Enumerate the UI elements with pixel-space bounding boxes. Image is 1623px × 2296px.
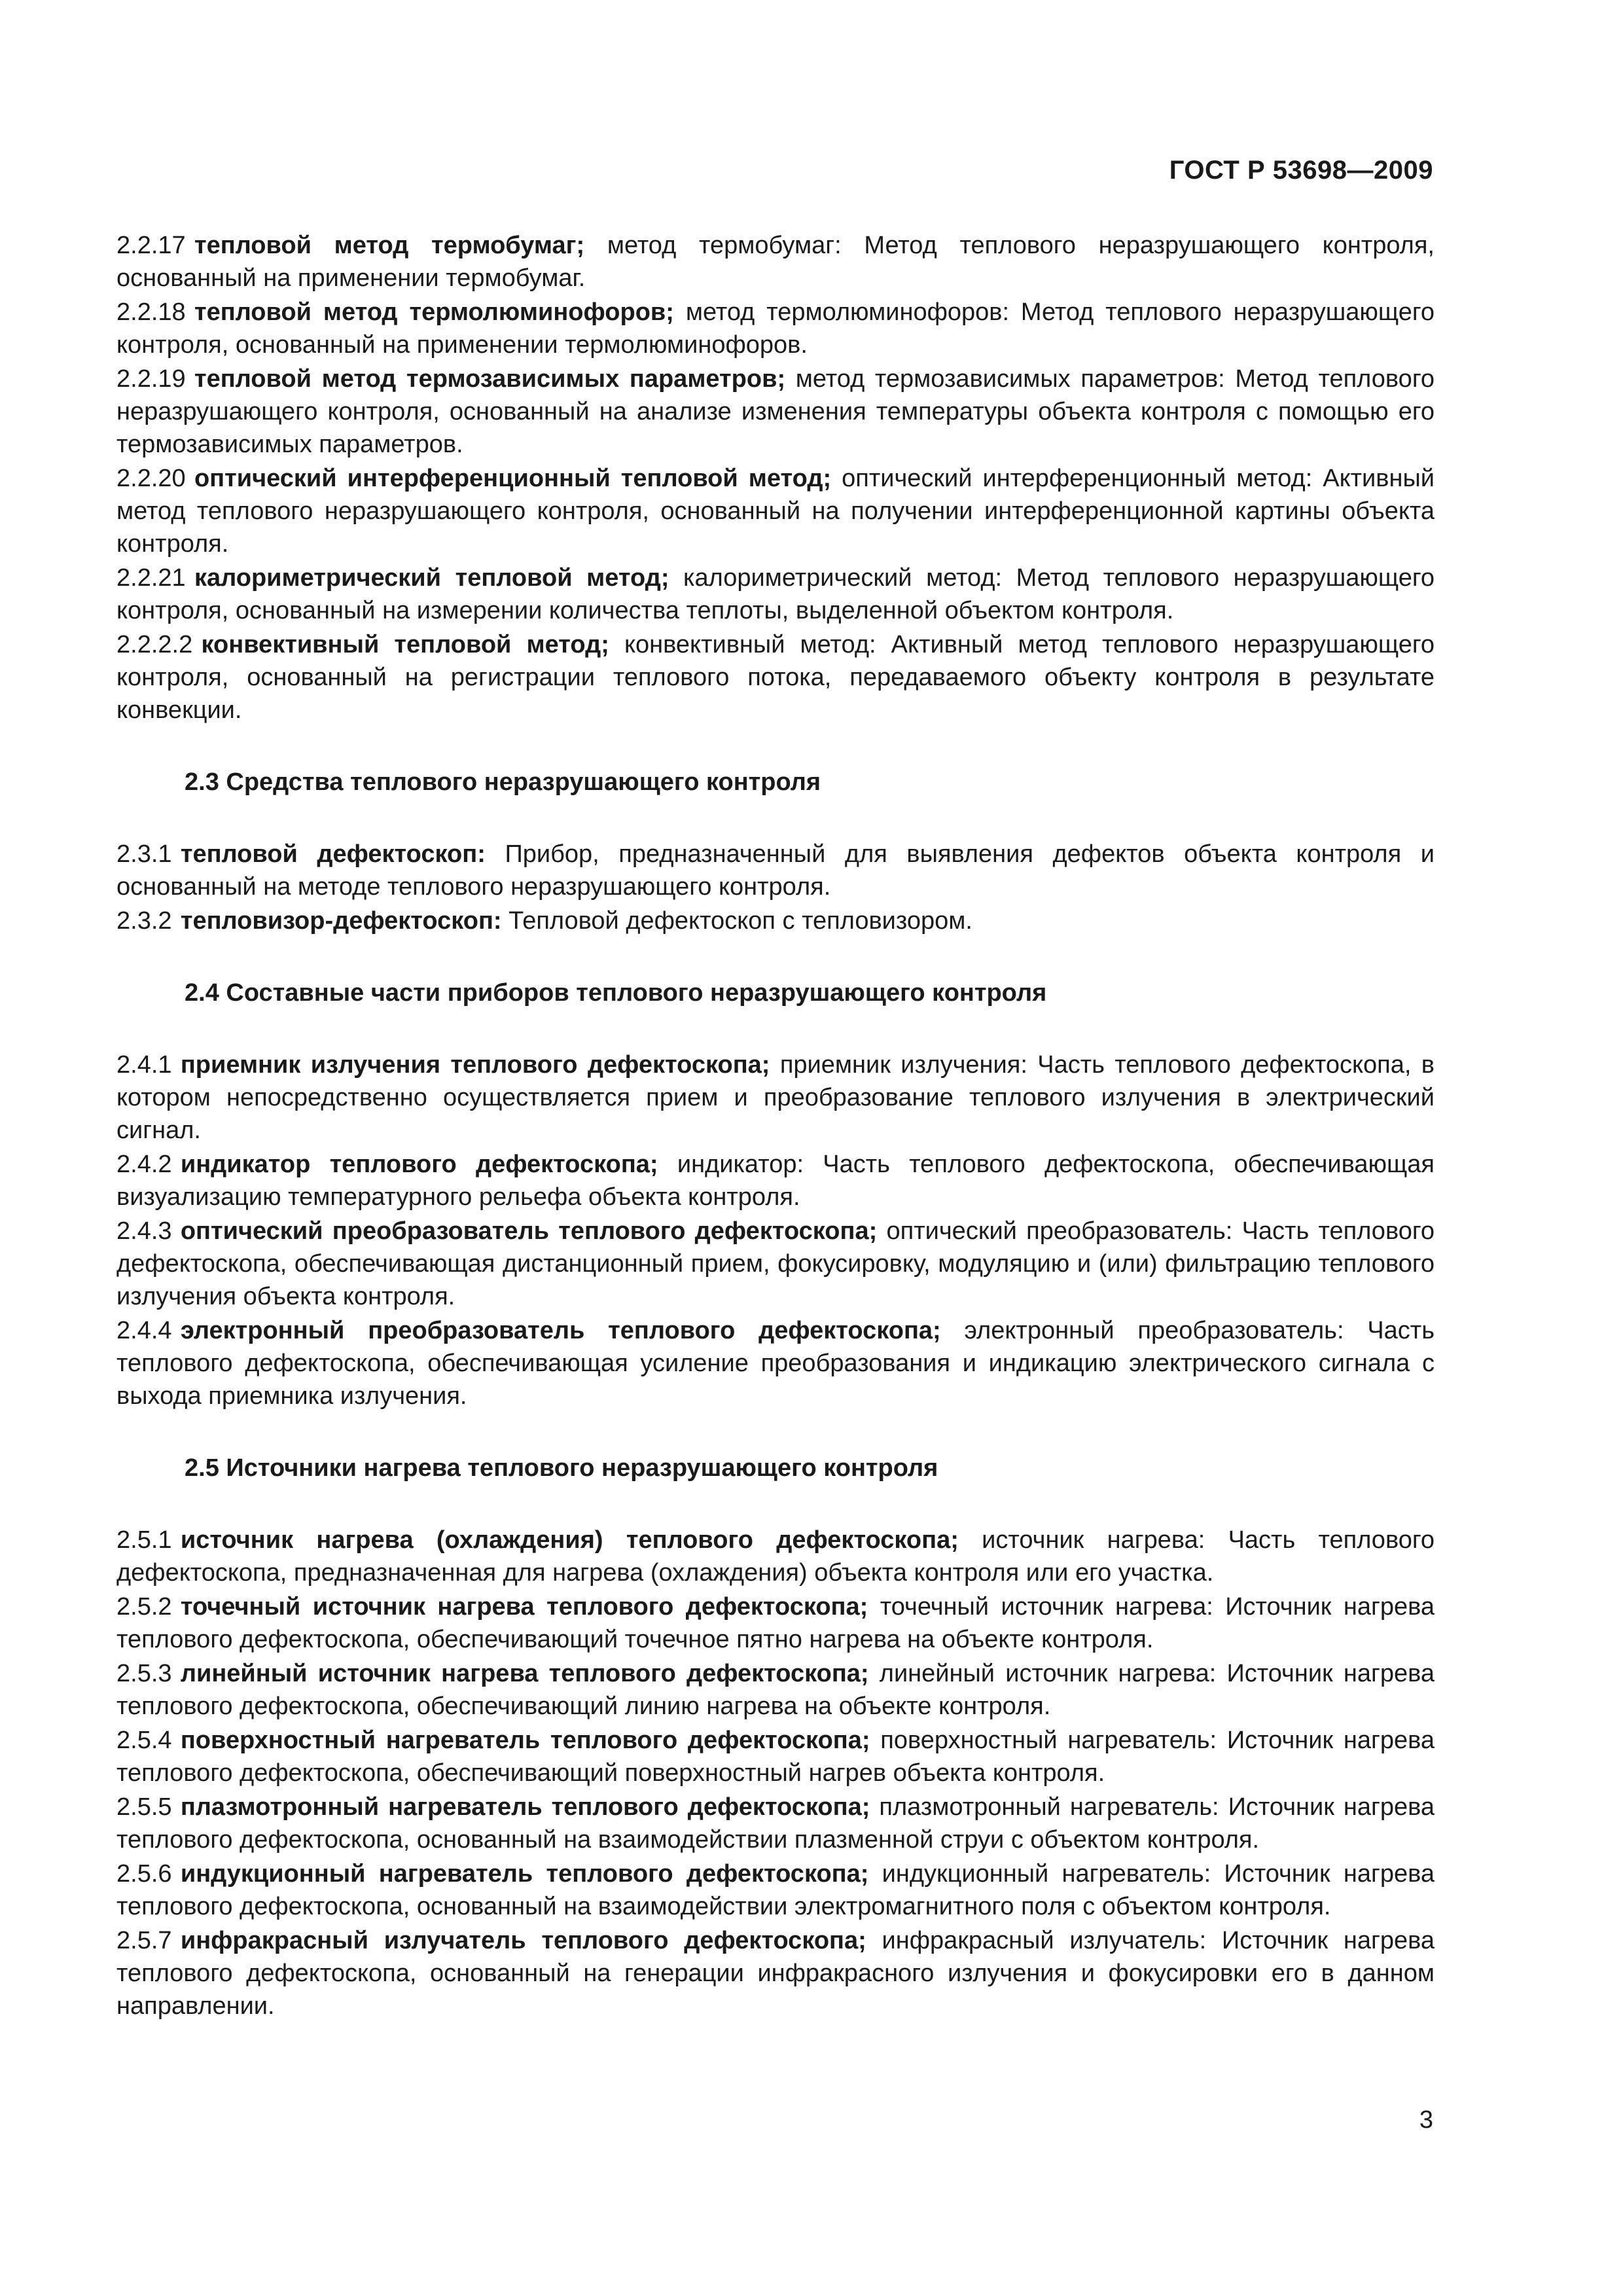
term-entry: 2.2.20 оптический интерференционный тепловой метод; оптический интерференционный метод: Активный метод теплового неразрушающего контроля, основанный на получении интерференционной картины объекта контроля. [116, 465, 1435, 558]
entries-group-2-4 [116, 1049, 1435, 1412]
entries-group-2-3 [116, 838, 1435, 937]
section-heading-2-5: 2.5 Источники нагрева теплового неразрушающего контроля [185, 1454, 938, 1482]
entries-group-2-5 [116, 1524, 1435, 2022]
entries-group-2-2 [116, 229, 1435, 726]
term-entry: 2.3.2 тепловизор-дефектоскоп: Тепловой дефектоскоп с тепловизором. [116, 907, 972, 935]
term-entry: 2.5.2 точечный источник нагрева теплового дефектоскопа; точечный источник нагрева: Источник нагрева теплового дефектоскопа, обеспечивающий точечное пятно нагрева на объекте контроля. [116, 1593, 1435, 1653]
term-entry: 2.3.1 тепловой дефектоскоп: Прибор, предназначенный для выявления дефектов объекта контроля и основанный на методе теплового неразрушающего контроля. [116, 840, 1435, 901]
term-entry: 2.4.2 индикатор теплового дефектоскопа; индикатор: Часть теплового дефектоскопа, обеспечивающая визуализацию температурного рельефа объекта контроля. [116, 1151, 1435, 1211]
term-entry: 2.5.6 индукционный нагреватель теплового дефектоскопа; индукционный нагреватель: Источник нагрева теплового дефектоскопа, основанный на взаимодействии электромагнитного поля с объектом контроля. [116, 1860, 1435, 1920]
term-entry: 2.5.7 инфракрасный излучатель теплового дефектоскопа; инфракрасный излучатель: Источник нагрева теплового дефектоскопа, основанный на генерации инфракрасного излучения и фокусировки его в данном направлении. [116, 1927, 1435, 2020]
term-entry: 2.5.3 линейный источник нагрева теплового дефектоскопа; линейный источник нагрева: Источник нагрева теплового дефектоскопа, обеспечивающий линию нагрева на объекте контроля. [116, 1660, 1435, 1720]
term-entry: 2.2.19 тепловой метод термозависимых параметров; метод термозависимых параметров: Метод теплового неразрушающего контроля, основанный на анализе изменения температуры объекта контроля с помощью его термозависимых параметров. [116, 365, 1435, 458]
term-entry: 2.2.17 тепловой метод термобумаг; метод термобумаг: Метод теплового неразрушающего контроля, основанный на применении термобумаг. [116, 232, 1435, 292]
term-entry: 2.2.2.2 конвективный тепловой метод; конвективный метод: Активный метод теплового неразрушающего контроля, основанный на регистрации теплового потока, передаваемого объекту контроля в результате конвекции. [116, 631, 1435, 724]
term-entry: 2.5.4 поверхностный нагреватель теплового дефектоскопа; поверхностный нагреватель: Источник нагрева теплового дефектоскопа, обеспечивающий поверхностный нагрев объекта контроля. [116, 1727, 1435, 1787]
term-entry: 2.2.21 калориметрический тепловой метод; калориметрический метод: Метод теплового неразрушающего контроля, основанный на измерении количества теплоты, выделенной объектом контроля. [116, 564, 1435, 624]
term-entry: 2.5.1 источник нагрева (охлаждения) теплового дефектоскопа; источник нагрева: Часть теплового дефектоскопа, предназначенная для нагрева (охлаждения) объекта контроля или его участка. [116, 1526, 1435, 1587]
term-entry: 2.5.5 плазмотронный нагреватель теплового дефектоскопа; плазмотронный нагреватель: Источник нагрева теплового дефектоскопа, основанный на взаимодействии плазменной струи с объектом контроля. [116, 1793, 1435, 1854]
document-header: ГОСТ Р 53698—2009 [1169, 156, 1433, 185]
term-entry: 2.4.1 приемник излучения теплового дефектоскопа; приемник излучения: Часть теплового дефектоскопа, в котором непосредственно осуществляется прием и преобразование теплового излучения в электрический сигнал. [116, 1051, 1435, 1144]
section-heading-2-4: 2.4 Составные части приборов теплового неразрушающего контроля [185, 979, 1047, 1007]
document-body [116, 229, 1435, 2024]
term-entry: 2.2.18 тепловой метод термолюминофоров; метод термолюминофоров: Метод теплового неразрушающего контроля, основанный на применении термолюминофоров. [116, 298, 1435, 359]
section-heading-2-3: 2.3 Средства теплового неразрушающего контроля [185, 768, 821, 796]
term-entry: 2.4.3 оптический преобразователь теплового дефектоскопа; оптический преобразователь: Часть теплового дефектоскопа, обеспечивающая дистанционный прием, фокусировку, модуляцию и (или) фильтрацию теплового излучения объекта контроля. [116, 1217, 1435, 1310]
term-entry: 2.4.4 электронный преобразователь теплового дефектоскопа; электронный преобразователь: Часть теплового дефектоскопа, обеспечивающая усиление преобразования и индикацию электрического сигнала с выхода приемника излучения. [116, 1317, 1435, 1410]
page-number: 3 [1419, 2106, 1433, 2134]
